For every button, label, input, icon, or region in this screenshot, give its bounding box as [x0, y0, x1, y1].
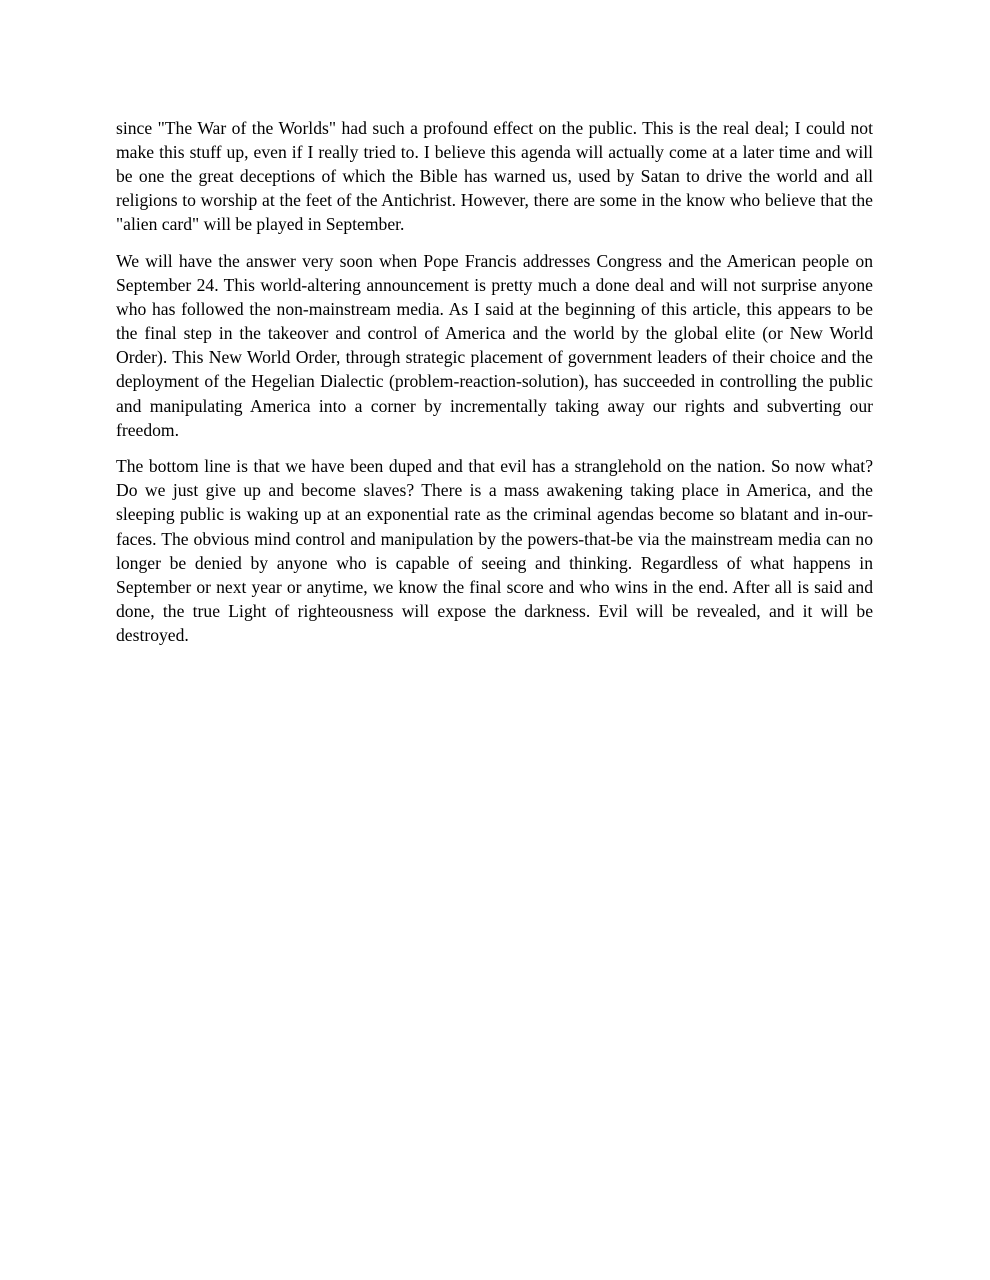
paragraph-2: We will have the answer very soon when Pope Francis addresses Congress and the American people on September 24. This world-altering announcement is pretty much a done deal and will not surprise anyone who has followed the non-mainstream media. As I said at the beginning of this article, this appears to be the final step in the takeover and control of America and the world by the global elite (or New World Order). This New World Order, through strategic placement of government leaders of their choice and the deployment of the Hegelian Dialectic (problem-reaction-solution), has succeeded in controlling the public and manipulating America into a corner by incrementally taking away our rights and subverting our freedom.: [116, 250, 873, 440]
paragraph-1: since "The War of the Worlds" had such a profound effect on the public. This is the real deal; I could not make this stuff up, even if I really tried to. I believe this agenda will actually come at a later time and will be one the great deceptions of which the Bible has warned us, used by Satan to drive the world and all religions to worship at the feet of the Antichrist. However, there are some in the know who believe that the "alien card" will be played in September.: [116, 118, 873, 235]
document-body: [116, 116, 873, 659]
paragraph-3: The bottom line is that we have been duped and that evil has a stranglehold on the nation. So now what? Do we just give up and become slaves? There is a mass awakening taking place in America, and the sleeping public is waking up at an exponential rate as the criminal agendas become so blatant and in-our-faces. The obvious mind control and manipulation by the powers-that-be via the mainstream media can no longer be denied by anyone who is capable of seeing and thinking. Regardless of what happens in September or next year or anytime, we know the final score and who wins in the end. After all is said and done, the true Light of righteousness will expose the darkness. Evil will be revealed, and it will be destroyed.: [116, 456, 873, 645]
